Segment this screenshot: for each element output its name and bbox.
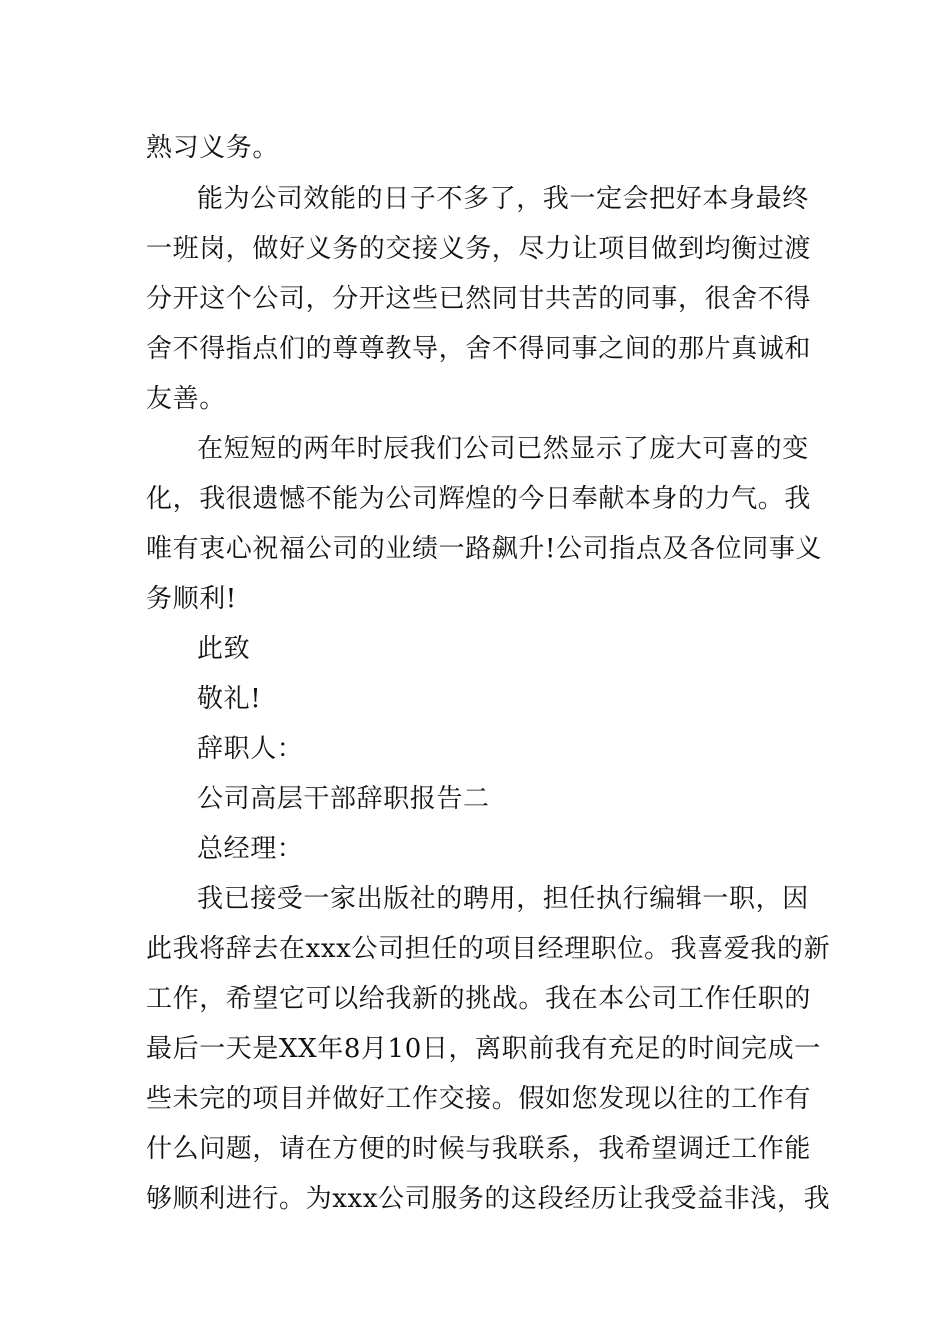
section-title: 公司高层干部辞职报告二 xyxy=(197,784,490,814)
addressee: 总经理： xyxy=(197,834,304,864)
text-line: 友善。 xyxy=(146,384,226,414)
text-line: 熟习义务。 xyxy=(146,133,280,163)
text-line: 最后一天是XX年8月10日，离职前我有充足的时间完成一 xyxy=(146,1034,821,1064)
text-line: 工作，希望它可以给我新的挑战。我在本公司工作任职的 xyxy=(146,984,812,1014)
text-line: 能为公司效能的日子不多了，我一定会把好本身最终 xyxy=(197,184,809,214)
text-line: 务顺利! xyxy=(146,584,237,614)
closing-salutation: 此致 xyxy=(197,634,251,664)
signature-line: 辞职人： xyxy=(197,734,304,764)
closing-regards: 敬礼! xyxy=(197,684,262,714)
text-line: 化，我很遗憾不能为公司辉煌的今日奉献本身的力气。我 xyxy=(146,484,812,514)
text-line: 舍不得指点们的尊尊教导，舍不得同事之间的那片真诚和 xyxy=(146,334,812,364)
text-line: 分开这个公司，分开这些已然同甘共苦的同事，很舍不得 xyxy=(146,284,812,314)
text-line: 一班岗，做好义务的交接义务，尽力让项目做到均衡过渡 xyxy=(146,234,812,264)
text-line: 什么问题，请在方便的时候与我联系，我希望调迁工作能 xyxy=(146,1134,812,1164)
text-line: 些未完的项目并做好工作交接。假如您发现以往的工作有 xyxy=(146,1084,812,1114)
text-line: 我已接受一家出版社的聘用，担任执行编辑一职，因 xyxy=(197,884,809,914)
text-line: 此我将辞去在xxx公司担任的项目经理职位。我喜爱我的新 xyxy=(146,934,831,964)
text-line: 唯有衷心祝福公司的业绩一路飙升!公司指点及各位同事义 xyxy=(146,534,823,564)
text-line: 在短短的两年时辰我们公司已然显示了庞大可喜的变 xyxy=(197,434,809,464)
text-line: 够顺利进行。为xxx公司服务的这段经历让我受益非浅，我 xyxy=(146,1184,831,1214)
